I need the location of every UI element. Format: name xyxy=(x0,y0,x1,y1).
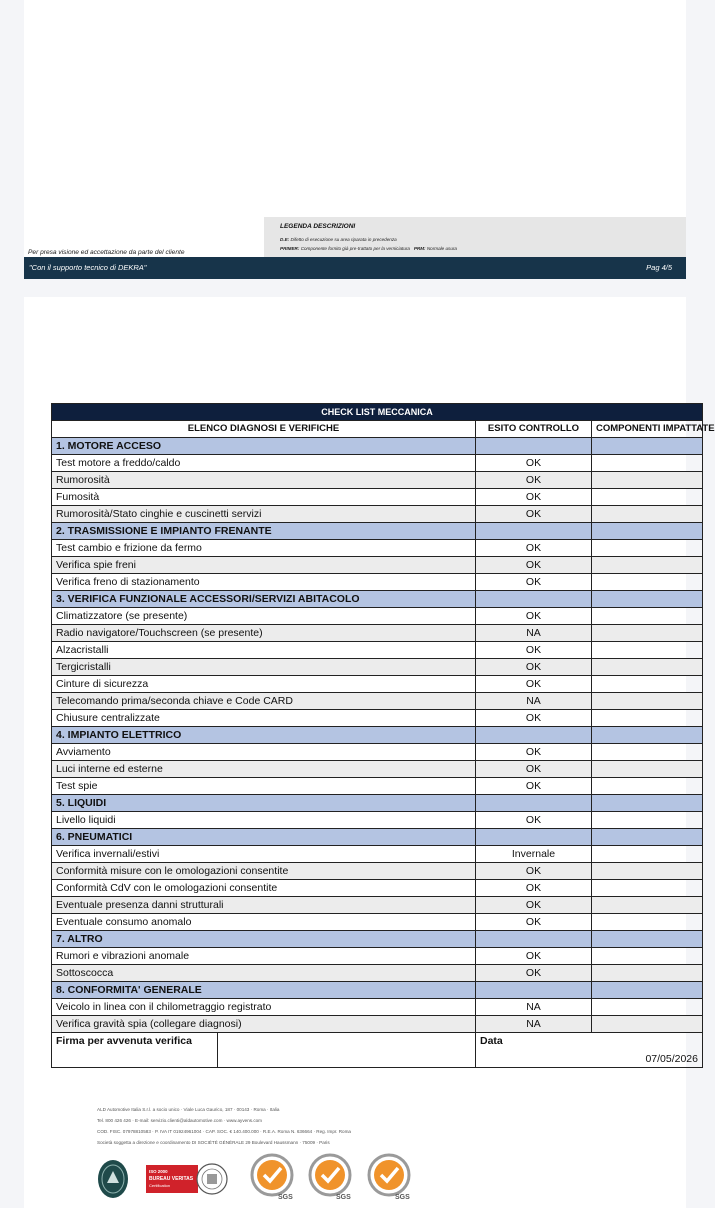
checklist-item-row xyxy=(52,455,703,472)
checklist-item-row xyxy=(52,659,703,676)
legend-key-prm: PRM: xyxy=(413,246,426,251)
section-row xyxy=(52,523,703,540)
checklist-item-row xyxy=(52,880,703,897)
item-componenti xyxy=(592,880,703,897)
item-esito: OK xyxy=(476,489,592,506)
item-esito: OK xyxy=(476,506,592,523)
item-label: Fumosità xyxy=(52,489,476,506)
sgs-badge-icon xyxy=(250,1153,298,1197)
item-esito: OK xyxy=(476,761,592,778)
legend-text-prm: Normale usura xyxy=(426,246,457,251)
firma-field xyxy=(218,1033,476,1068)
section-componenti xyxy=(592,982,703,999)
signature-row xyxy=(52,1033,703,1068)
section-esito xyxy=(476,829,592,846)
checklist-header-row xyxy=(52,421,703,438)
item-esito: OK xyxy=(476,778,592,795)
item-label: Cinture di sicurezza xyxy=(52,676,476,693)
section-label: 5. LIQUIDI xyxy=(52,795,476,812)
item-esito: OK xyxy=(476,574,592,591)
section-componenti xyxy=(592,931,703,948)
item-esito: OK xyxy=(476,455,592,472)
item-esito: OK xyxy=(476,863,592,880)
item-esito: NA xyxy=(476,999,592,1016)
item-label: Chiusure centralizzate xyxy=(52,710,476,727)
checklist-item-row xyxy=(52,540,703,557)
checklist-item-row xyxy=(52,489,703,506)
bv-name-text: BUREAU VERITAS xyxy=(149,1176,194,1182)
item-componenti xyxy=(592,506,703,523)
checklist-item-row xyxy=(52,897,703,914)
data-label: Data xyxy=(480,1035,503,1047)
checklist-item-row xyxy=(52,608,703,625)
item-componenti xyxy=(592,965,703,982)
section-row xyxy=(52,795,703,812)
checklist-item-row xyxy=(52,761,703,778)
item-componenti xyxy=(592,1016,703,1033)
company-info-line: COD. FISC. 07978810583 · P. IVA IT 01924961004 · CAP. SOC. € 140.400.000 · R.E.A. Roma N. 636664 · Reg. Impr. Roma xyxy=(97,1129,351,1134)
item-label: Conformità CdV con le omologazioni consentite xyxy=(52,880,476,897)
checklist-item-row xyxy=(52,472,703,489)
section-componenti xyxy=(592,438,703,455)
legend-line-de xyxy=(280,237,397,242)
checklist-item-row xyxy=(52,506,703,523)
item-esito: OK xyxy=(476,710,592,727)
data-cell xyxy=(476,1033,703,1068)
item-esito: OK xyxy=(476,880,592,897)
header-elenco: ELENCO DIAGNOSI E VERIFICHE xyxy=(52,421,476,438)
item-label: Eventuale consumo anomalo xyxy=(52,914,476,931)
legend-key-primer: PRIMER: xyxy=(280,246,300,251)
item-esito: OK xyxy=(476,642,592,659)
section-label: 7. ALTRO xyxy=(52,931,476,948)
section-label: 2. TRASMISSIONE E IMPIANTO FRENANTE xyxy=(52,523,476,540)
sgs-text-3: SGS xyxy=(395,1194,410,1201)
bv-iso-text: ISO 2000 xyxy=(149,1169,168,1174)
item-label: Telecomando prima/seconda chiave e Code CARD xyxy=(52,693,476,710)
item-esito: OK xyxy=(476,897,592,914)
item-label: Livello liquidi xyxy=(52,812,476,829)
item-componenti xyxy=(592,574,703,591)
checklist-table xyxy=(51,403,715,1068)
item-componenti xyxy=(592,948,703,965)
section-row xyxy=(52,591,703,608)
item-label: Eventuale presenza danni strutturali xyxy=(52,897,476,914)
item-label: Sottoscocca xyxy=(52,965,476,982)
section-row xyxy=(52,438,703,455)
item-componenti xyxy=(592,914,703,931)
legend-text-de: Difetto di esecuzione su area riparata in precedenza xyxy=(290,237,397,242)
item-esito: OK xyxy=(476,557,592,574)
item-componenti xyxy=(592,625,703,642)
bv-cert-text: Certification xyxy=(149,1183,171,1188)
checklist-item-row xyxy=(52,557,703,574)
item-esito: OK xyxy=(476,540,592,557)
checklist-item-row xyxy=(52,642,703,659)
checklist-item-row xyxy=(52,965,703,982)
item-componenti xyxy=(592,710,703,727)
item-componenti xyxy=(592,744,703,761)
item-componenti xyxy=(592,693,703,710)
sgs-logo-3 xyxy=(367,1153,415,1205)
checklist-item-row xyxy=(52,693,703,710)
item-componenti xyxy=(592,557,703,574)
section-row xyxy=(52,727,703,744)
item-label: Climatizzatore (se presente) xyxy=(52,608,476,625)
checklist-item-row xyxy=(52,999,703,1016)
item-esito: Invernale xyxy=(476,846,592,863)
section-label: 3. VERIFICA FUNZIONALE ACCESSORI/SERVIZI ABITACOLO xyxy=(52,591,476,608)
item-componenti xyxy=(592,761,703,778)
section-label: 8. CONFORMITA' GENERALE xyxy=(52,982,476,999)
document-page-4 xyxy=(24,0,686,279)
item-componenti xyxy=(592,608,703,625)
item-label: Test motore a freddo/caldo xyxy=(52,455,476,472)
legend-key-de: D.E: xyxy=(280,237,290,242)
item-esito: OK xyxy=(476,744,592,761)
section-esito xyxy=(476,438,592,455)
item-label: Rumori e vibrazioni anomale xyxy=(52,948,476,965)
section-label: 4. IMPIANTO ELETTRICO xyxy=(52,727,476,744)
item-label: Verifica spie freni xyxy=(52,557,476,574)
item-label: Avviamento xyxy=(52,744,476,761)
checklist-item-row xyxy=(52,744,703,761)
legend-title: LEGENDA DESCRIZIONI xyxy=(280,223,356,230)
item-label: Test spie xyxy=(52,778,476,795)
section-componenti xyxy=(592,523,703,540)
item-esito: OK xyxy=(476,948,592,965)
section-esito xyxy=(476,727,592,744)
data-value: 07/05/2026 xyxy=(645,1053,698,1065)
item-componenti xyxy=(592,846,703,863)
item-esito: NA xyxy=(476,1016,592,1033)
page-number: Pag 4/5 xyxy=(646,263,672,272)
item-label: Radio navigatore/Touchscreen (se presente) xyxy=(52,625,476,642)
item-esito: OK xyxy=(476,472,592,489)
item-esito: OK xyxy=(476,812,592,829)
sgs-text-1: SGS xyxy=(278,1194,293,1201)
footer-dekra-note: "Con il supporto tecnico di DEKRA" xyxy=(29,263,147,272)
checklist-item-row xyxy=(52,676,703,693)
item-esito: NA xyxy=(476,625,592,642)
item-esito: NA xyxy=(476,693,592,710)
item-componenti xyxy=(592,778,703,795)
item-label: Tergicristalli xyxy=(52,659,476,676)
checklist-item-row xyxy=(52,812,703,829)
checklist-item-row xyxy=(52,574,703,591)
company-info-line: Società soggetta a direzione e coordinamento DI SOCIÉTÉ GÉNÉRALE 29 Boulevard Haussmann · 75009 · Paris xyxy=(97,1140,330,1145)
item-esito: OK xyxy=(476,965,592,982)
checklist-title: CHECK LIST MECCANICA xyxy=(52,404,703,421)
checklist-item-row xyxy=(52,948,703,965)
item-componenti xyxy=(592,676,703,693)
checklist-item-row xyxy=(52,846,703,863)
item-label: Verifica freno di stazionamento xyxy=(52,574,476,591)
item-esito: OK xyxy=(476,608,592,625)
document-page-5 xyxy=(24,297,715,1208)
item-componenti xyxy=(592,489,703,506)
sgs-logo-1 xyxy=(250,1153,298,1205)
checklist-item-row xyxy=(52,1016,703,1033)
sgs-text-2: SGS xyxy=(336,1194,351,1201)
checklist-item-row xyxy=(52,778,703,795)
header-componenti: COMPONENTI IMPATTATE xyxy=(592,421,703,438)
checklist-item-row xyxy=(52,914,703,931)
sgs-logo-2 xyxy=(308,1153,356,1205)
section-esito xyxy=(476,982,592,999)
sgs-badge-icon xyxy=(367,1153,415,1197)
item-componenti xyxy=(592,659,703,676)
checklist-item-row xyxy=(52,863,703,880)
legend-text-primer: Componente fornito già pre-trattato per la verniciatura xyxy=(300,246,410,251)
company-info-line: Tel. 800 426 426 · E-mail: servizio.clienti@aldautomotive.com · www.ayvens.com xyxy=(97,1118,262,1123)
item-componenti xyxy=(592,863,703,880)
item-componenti xyxy=(592,812,703,829)
item-esito: OK xyxy=(476,676,592,693)
item-label: Rumorosità xyxy=(52,472,476,489)
section-row xyxy=(52,931,703,948)
header-esito: ESITO CONTROLLO xyxy=(476,421,592,438)
item-componenti xyxy=(592,897,703,914)
bureau-veritas-logo xyxy=(146,1163,230,1195)
firma-label: Firma per avvenuta verifica xyxy=(52,1033,218,1068)
sgs-badge-icon xyxy=(308,1153,356,1197)
item-componenti xyxy=(592,999,703,1016)
section-componenti xyxy=(592,591,703,608)
acceptance-note: Per presa visione ed accettazione da parte del cliente xyxy=(28,249,185,256)
item-componenti xyxy=(592,472,703,489)
item-label: Test cambio e frizione da fermo xyxy=(52,540,476,557)
item-label: Verifica invernali/estivi xyxy=(52,846,476,863)
item-esito: OK xyxy=(476,659,592,676)
section-esito xyxy=(476,591,592,608)
legend-line-primer xyxy=(280,246,457,251)
item-label: Conformità misure con le omologazioni consentite xyxy=(52,863,476,880)
legend-box xyxy=(264,217,686,257)
section-esito xyxy=(476,523,592,540)
section-label: 1. MOTORE ACCESO xyxy=(52,438,476,455)
item-label: Rumorosità/Stato cinghie e cuscinetti servizi xyxy=(52,506,476,523)
checklist-item-row xyxy=(52,625,703,642)
section-componenti xyxy=(592,795,703,812)
accredia-logo xyxy=(97,1159,129,1199)
page-footer-bar xyxy=(24,257,686,279)
item-label: Veicolo in linea con il chilometraggio registrato xyxy=(52,999,476,1016)
item-label: Alzacristalli xyxy=(52,642,476,659)
item-componenti xyxy=(592,455,703,472)
section-row xyxy=(52,982,703,999)
section-row xyxy=(52,829,703,846)
section-esito xyxy=(476,931,592,948)
item-label: Verifica gravità spia (collegare diagnosi) xyxy=(52,1016,476,1033)
item-componenti xyxy=(592,540,703,557)
item-esito: OK xyxy=(476,914,592,931)
checklist-item-row xyxy=(52,710,703,727)
section-componenti xyxy=(592,829,703,846)
checklist-title-row xyxy=(52,404,703,421)
section-label: 6. PNEUMATICI xyxy=(52,829,476,846)
item-componenti xyxy=(592,642,703,659)
section-componenti xyxy=(592,727,703,744)
item-label: Luci interne ed esterne xyxy=(52,761,476,778)
company-info-line: ALD Automotive Italia S.r.l. a socio unico · Viale Luca Gaurico, 187 · 00143 · Roma · Italia xyxy=(97,1107,280,1112)
section-esito xyxy=(476,795,592,812)
